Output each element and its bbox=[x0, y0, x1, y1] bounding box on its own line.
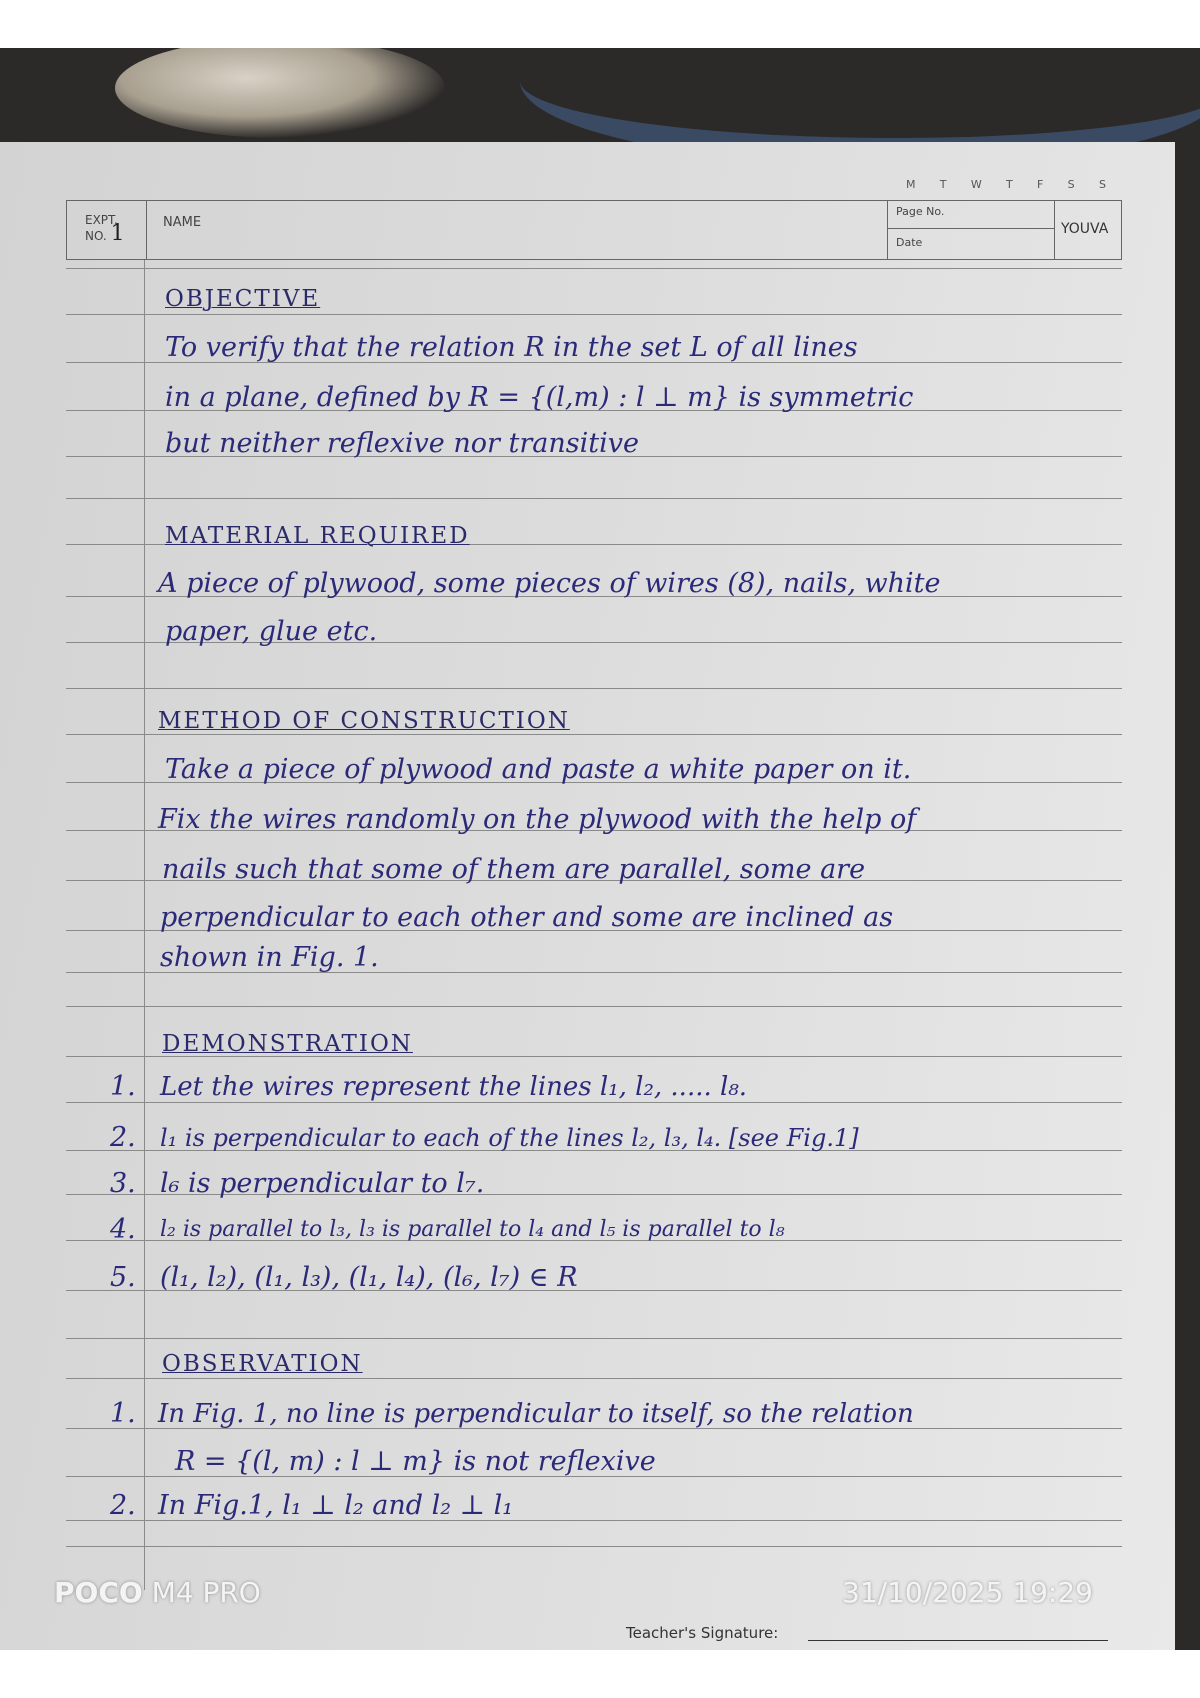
material-line: paper, glue etc. bbox=[165, 616, 378, 647]
week-days bbox=[906, 178, 1106, 191]
demonstration-item-number: 1. bbox=[110, 1071, 136, 1102]
page-header bbox=[66, 200, 1122, 260]
weekday: T bbox=[1006, 178, 1013, 191]
observation-item: In Fig. 1, no line is perpendicular to itself, so the relation bbox=[158, 1399, 914, 1429]
demonstration-item-number: 5. bbox=[110, 1262, 136, 1293]
method-line: perpendicular to each other and some are inclined as bbox=[160, 902, 894, 933]
ruled-line bbox=[66, 1546, 1122, 1547]
demonstration-item: l₆ is perpendicular to l₇. bbox=[160, 1168, 485, 1199]
objective-line: To verify that the relation R in the set L of all lines bbox=[165, 332, 858, 363]
ruled-line bbox=[66, 688, 1122, 689]
ruled-line bbox=[66, 1338, 1122, 1339]
weekday: F bbox=[1037, 178, 1044, 191]
ruled-line bbox=[66, 498, 1122, 499]
material-heading: MATERIAL REQUIRED bbox=[165, 523, 470, 549]
page-date-box bbox=[887, 201, 1055, 259]
date-label: Date bbox=[896, 236, 923, 249]
observation-item-number: 2. bbox=[110, 1490, 136, 1521]
observation-item-number: 1. bbox=[110, 1398, 136, 1429]
demonstration-heading: DEMONSTRATION bbox=[162, 1031, 413, 1057]
demonstration-item: Let the wires represent the lines l₁, l₂, ..... l₈. bbox=[160, 1072, 748, 1102]
name-label: NAME bbox=[163, 215, 202, 230]
device-model: M4 PRO bbox=[151, 1576, 261, 1609]
camera-watermark-device bbox=[54, 1576, 261, 1609]
camera-watermark-timestamp: 31/10/2025 19:29 bbox=[842, 1576, 1093, 1609]
signature-line bbox=[808, 1640, 1108, 1641]
weekday: S bbox=[1098, 178, 1106, 191]
method-heading: METHOD OF CONSTRUCTION bbox=[158, 708, 570, 734]
rope-object bbox=[115, 48, 445, 138]
no-label: NO. bbox=[85, 229, 107, 243]
weekday: W bbox=[970, 178, 982, 191]
method-line: Fix the wires randomly on the plywood with the help of bbox=[158, 804, 917, 835]
weekday: T bbox=[939, 178, 947, 191]
brand-logo: YOUVA bbox=[1061, 221, 1109, 237]
observation-item: R = {(l, m) : l ⊥ m} is not reflexive bbox=[175, 1446, 656, 1477]
demonstration-item: l₂ is parallel to l₃, l₃ is parallel to l₄ and l₅ is parallel to l₈ bbox=[160, 1217, 785, 1242]
weekday: S bbox=[1067, 178, 1075, 191]
material-line: A piece of plywood, some pieces of wires (8), nails, white bbox=[158, 568, 941, 599]
demonstration-item: (l₁, l₂), (l₁, l₃), (l₁, l₄), (l₆, l₇) ∈ R bbox=[160, 1262, 578, 1293]
method-line: shown in Fig. 1. bbox=[160, 942, 379, 973]
weekday: M bbox=[906, 178, 916, 191]
teacher-signature-label: Teacher's Signature: bbox=[626, 1624, 779, 1642]
page-no-label: Page No. bbox=[888, 201, 1054, 229]
objective-line: but neither reflexive nor transitive bbox=[165, 428, 639, 459]
demonstration-item-number: 2. bbox=[110, 1122, 136, 1153]
observation-item: In Fig.1, l₁ ⊥ l₂ and l₂ ⊥ l₁ bbox=[158, 1490, 514, 1521]
method-line: nails such that some of them are parallel, some are bbox=[162, 854, 866, 885]
method-line: Take a piece of plywood and paste a white paper on it. bbox=[165, 754, 912, 785]
objective-heading: OBJECTIVE bbox=[165, 286, 321, 312]
expt-number: 1 bbox=[110, 221, 125, 246]
observation-heading: OBSERVATION bbox=[162, 1351, 363, 1377]
demonstration-item-number: 3. bbox=[110, 1168, 136, 1199]
demonstration-item: l₁ is perpendicular to each of the lines l₂, l₃, l₄. [see Fig.1] bbox=[160, 1124, 859, 1152]
expt-box bbox=[67, 201, 147, 259]
device-brand: POCO bbox=[54, 1576, 143, 1609]
margin-rule bbox=[144, 260, 145, 1590]
ruled-line bbox=[66, 268, 1122, 269]
ruled-line bbox=[66, 1006, 1122, 1007]
demonstration-item-number: 4. bbox=[110, 1214, 136, 1245]
expt-label: EXPT. bbox=[85, 213, 118, 227]
expt-number-row bbox=[85, 221, 146, 246]
objective-line: in a plane, defined by R = {(l,m) : l ⊥ m} is symmetric bbox=[165, 382, 914, 413]
